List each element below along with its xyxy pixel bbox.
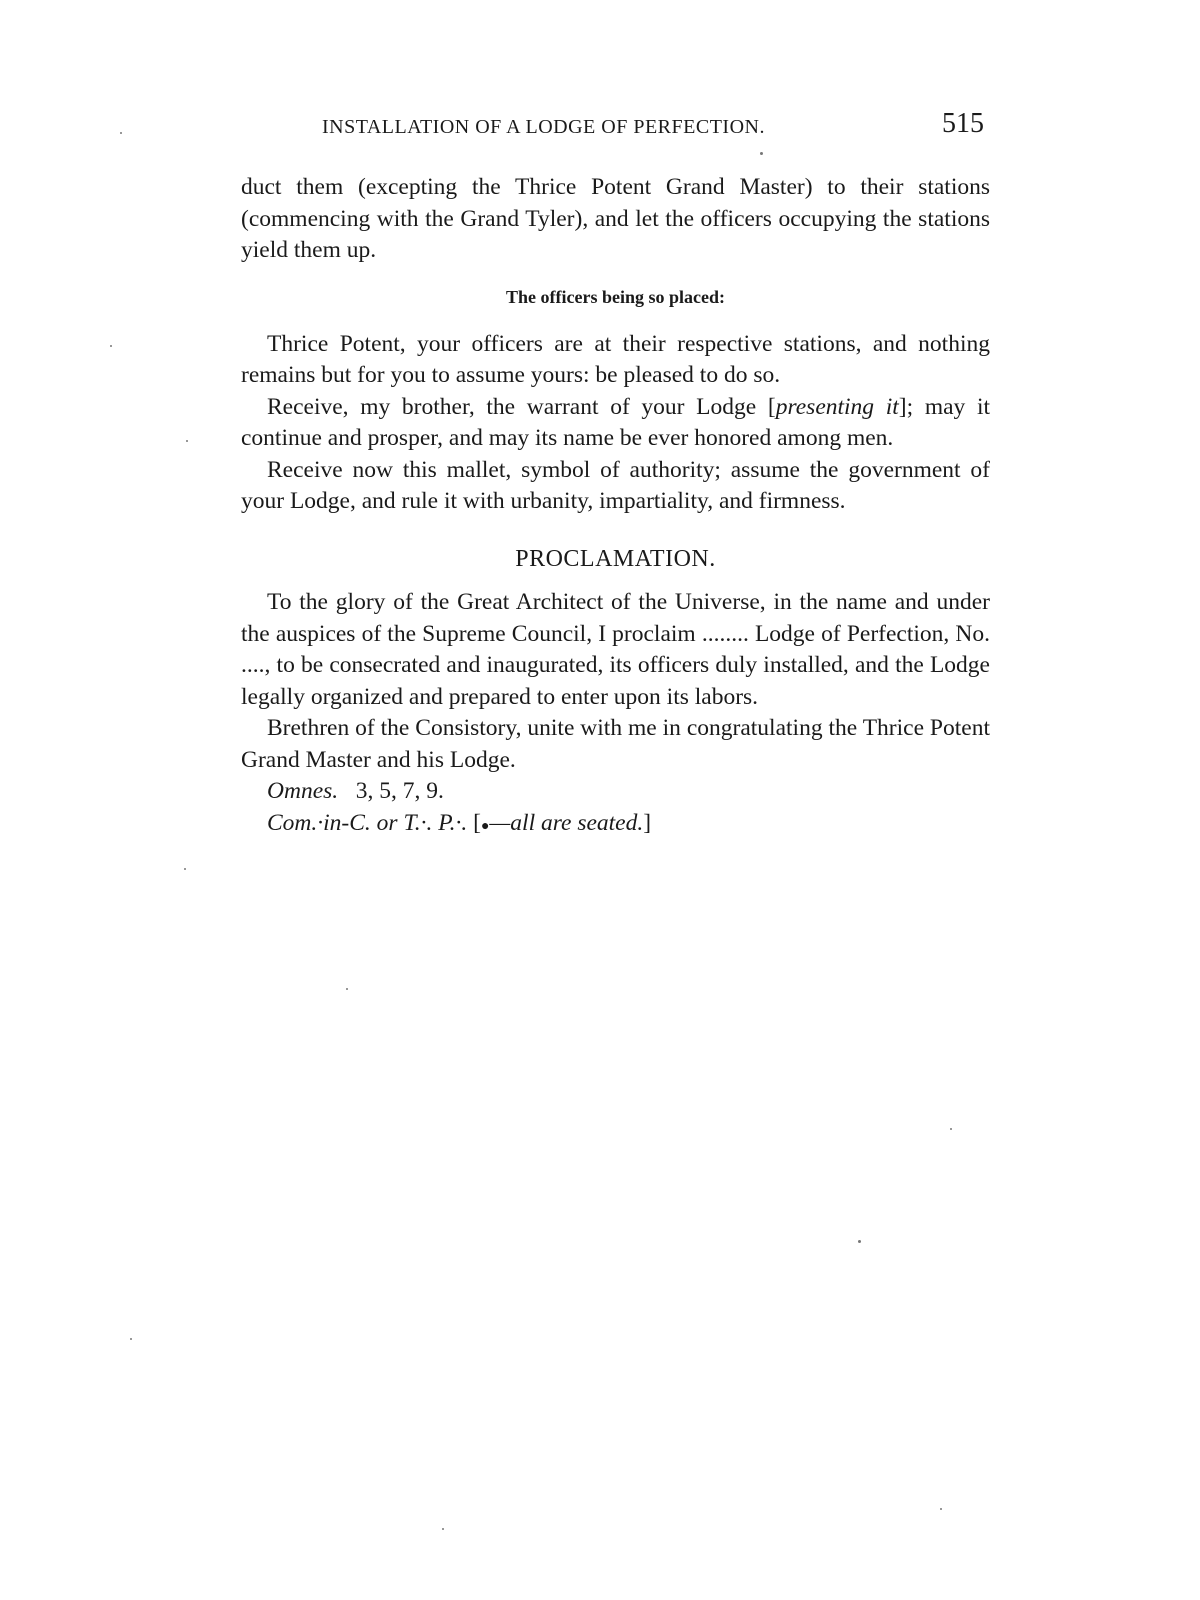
scan-speck [940,1508,942,1510]
response-omnes [241,776,990,808]
response-commander [241,808,990,843]
paragraph-continuation: duct them (excepting the Thrice Potent Grand Master) to their stations (commencing with the Grand Tyler), and let the officers occupying the stations yield them up. [241,174,990,263]
paragraph-officers-stations: Thrice Potent, your officers are at their respective stations, and nothing remains but for you to assume yours: be pleased to do so. [241,330,990,388]
body-text [241,172,990,842]
section-heading: PROCLAMATION. [515,545,716,572]
paragraph-congratulation: Brethren of the Consistory, unite with me in congratulating the Thrice Potent Grand Master and his Lodge. [241,715,990,773]
bracket-open: [ [473,809,481,836]
warrant-text-italic: presenting it [775,393,899,420]
response-text: 3, 5, 7, 9. [355,778,444,804]
gavel-mark-icon: ● [480,818,490,834]
warrant-text-after: ]; may it continue and prosper, and may its name be ever honored among men. [241,393,991,451]
scan-speck [110,345,112,347]
warrant-text-before: Receive, my brother, the warrant of your Lodge [ [267,393,776,420]
response-speaker: Com.·in-C. or T.·. P.·. [267,809,468,836]
scan-speck [186,440,188,442]
scan-speck [760,152,763,155]
running-head-title: INSTALLATION OF A LODGE OF PERFECTION. [322,116,765,138]
paragraph-proclamation: To the glory of the Great Architect of the Universe, in the name and under the auspices of the Supreme Council, I proclaim ........ Lodge of Perfection, No. ...., to be consecrated and inaugurated, its officers duly installed, and the Lodge legally organized and prepared to enter upon its labors. [241,589,990,710]
running-head [240,104,990,144]
scan-speck [130,1338,132,1340]
scan-speck [120,132,122,134]
scan-speck [346,988,348,990]
stage-direction: The officers being so placed: [506,286,725,307]
scan-speck [858,1240,861,1243]
bracket-close: ] [643,809,652,836]
paragraph-warrant [241,392,990,455]
paragraph-mallet: Receive now this mallet, symbol of authority; assume the government of your Lodge, and rule it with urbanity, impartiality, and firmness. [241,456,990,514]
page-number: 515 [942,108,984,139]
scan-speck [184,868,186,870]
seated-direction: —all are seated. [489,809,644,836]
scan-speck [442,1528,444,1530]
response-speaker: Omnes. [267,778,339,804]
scan-speck [950,1128,952,1130]
